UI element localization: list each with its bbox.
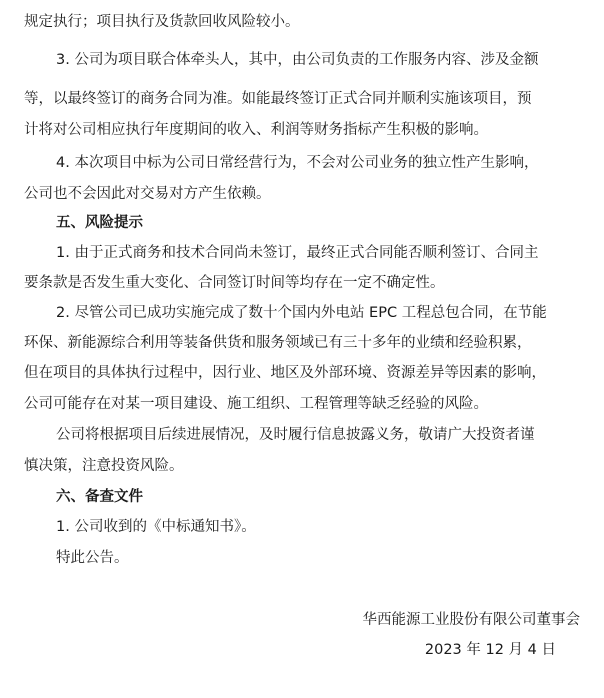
- text-line: 慎决策，注意投资风险。: [24, 458, 184, 474]
- text-line: 1. 由于正式商务和技术合同尚未签订，最终正式合同能否顺利签订、合同主: [56, 245, 539, 261]
- signature: 华西能源工业股份有限公司董事会: [362, 612, 580, 628]
- text-line: 公司将根据项目后续进展情况，及时履行信息披露义务，敬请广大投资者谨: [56, 427, 535, 443]
- text-line: 规定执行；项目执行及货款回收风险较小。: [24, 14, 300, 30]
- text-line: 特此公告。: [56, 550, 129, 566]
- text-line: 4. 本次项目中标为公司日常经营行为，不会对公司业务的独立性产生影响，: [56, 155, 539, 171]
- text-line: 公司可能存在对某一项目建设、施工组织、工程管理等缺乏经验的风险。: [24, 396, 488, 412]
- text-line: 计将对公司相应执行年度期间的收入、利润等财务指标产生积极的影响。: [24, 122, 488, 138]
- text-line: 要条款是否发生重大变化、合同签订时间等均存在一定不确定性。: [24, 275, 445, 291]
- text-line: 1. 公司收到的《中标通知书》。: [56, 519, 256, 535]
- section-heading: 六、备查文件: [56, 489, 143, 505]
- date: 2023 年 12 月 4 日: [424, 642, 556, 658]
- text-line: 3. 公司为项目联合体牵头人，其中，由公司负责的工作服务内容、涉及金额: [56, 52, 539, 68]
- text-line: 等，以最终签订的商务合同为准。如能最终签订正式合同并顺利实施该项目，预: [24, 91, 532, 107]
- text-line: 环保、新能源综合利用等装备供货和服务领域已有三十多年的业绩和经验积累，: [24, 335, 532, 351]
- text-line: 公司也不会因此对交易对方产生依赖。: [24, 186, 271, 202]
- section-heading: 五、风险提示: [56, 215, 143, 231]
- text-line: 但在项目的具体执行过程中，因行业、地区及外部环境、资源差异等因素的影响，: [24, 365, 546, 381]
- text-line: 2. 尽管公司已成功实施完成了数十个国内外电站 EPC 工程总包合同，在节能: [56, 305, 547, 321]
